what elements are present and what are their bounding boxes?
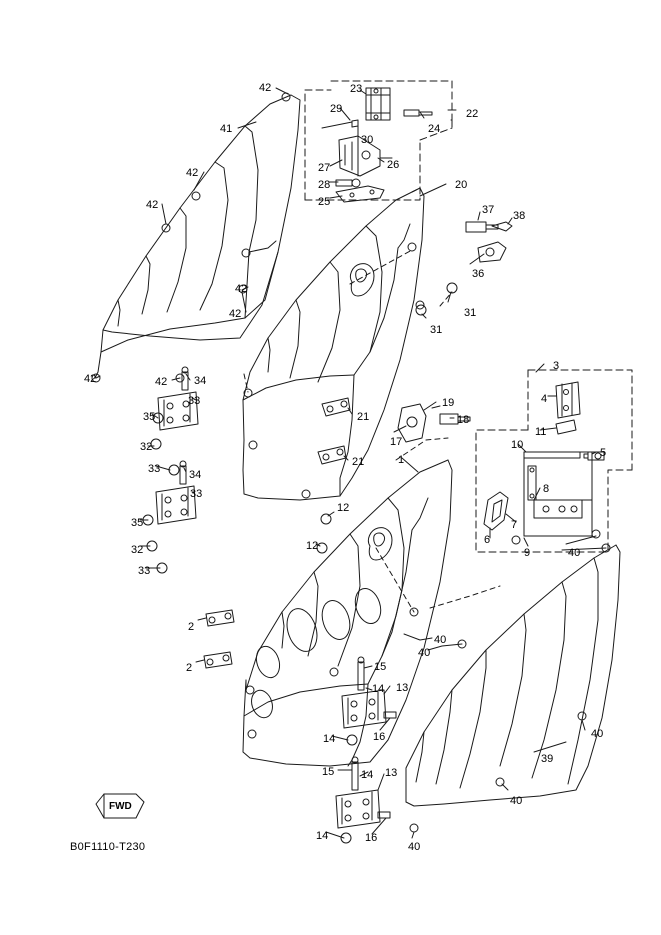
callout-37: 37 (482, 204, 495, 216)
callout-35-b: 35 (131, 517, 144, 529)
callout-12: 12 (337, 502, 350, 514)
callout-15-b: 15 (322, 766, 335, 778)
callout-23: 23 (350, 83, 363, 95)
callout-33-c: 33 (190, 488, 203, 500)
callout-22: 22 (466, 108, 479, 120)
callout-35: 35 (143, 411, 156, 423)
callout-40-c: 40 (418, 647, 431, 659)
callout-16-b: 16 (365, 832, 378, 844)
callout-21-b: 21 (352, 456, 365, 468)
callout-42-e: 42 (229, 308, 242, 320)
callout-39: 39 (541, 753, 554, 765)
callout-27: 27 (318, 162, 331, 174)
callout-19: 19 (442, 397, 455, 409)
callout-42-f: 42 (84, 373, 97, 385)
callout-18: 18 (457, 414, 470, 426)
callout-40-e: 40 (510, 795, 523, 807)
callout-13: 13 (396, 682, 409, 694)
callout-32: 32 (140, 441, 153, 453)
callout-20: 20 (455, 179, 468, 191)
callout-14-c: 14 (361, 769, 374, 781)
callout-1: 1 (398, 454, 405, 466)
callout-21: 21 (357, 411, 370, 423)
callout-42-b: 42 (186, 167, 199, 179)
callout-40-b: 40 (434, 634, 447, 646)
callout-16: 16 (373, 731, 386, 743)
callout-4: 4 (541, 393, 548, 405)
callout-14-b: 14 (323, 733, 336, 745)
callout-32-b: 32 (131, 544, 144, 556)
callout-8: 8 (543, 483, 550, 495)
callout-33-d: 33 (138, 565, 151, 577)
callout-25: 25 (318, 196, 331, 208)
callout-24: 24 (428, 123, 441, 135)
callout-34-b: 34 (189, 469, 202, 481)
callout-2: 2 (188, 621, 195, 633)
callout-31: 31 (464, 307, 477, 319)
callout-42: 42 (259, 82, 272, 94)
callout-33: 33 (188, 395, 201, 407)
callout-28: 28 (318, 179, 331, 191)
callout-14: 14 (372, 683, 385, 695)
callout-2-b: 2 (186, 662, 193, 674)
callout-33-b: 33 (148, 463, 161, 475)
callout-29: 29 (330, 103, 343, 115)
callout-42-g: 42 (155, 376, 168, 388)
callout-42-c: 42 (146, 199, 159, 211)
callout-42-d: 42 (235, 283, 248, 295)
callout-6: 6 (484, 534, 491, 546)
callout-17: 17 (390, 436, 403, 448)
callout-9: 9 (524, 547, 531, 559)
callout-30: 30 (361, 134, 374, 146)
callout-26: 26 (387, 159, 400, 171)
callout-40-d: 40 (591, 728, 604, 740)
callout-3: 3 (553, 360, 560, 372)
callout-41: 41 (220, 123, 233, 135)
callout-34: 34 (194, 375, 207, 387)
callout-5: 5 (600, 447, 607, 459)
callout-36: 36 (472, 268, 485, 280)
callout-12-b: 12 (306, 540, 319, 552)
callout-7: 7 (511, 519, 518, 531)
callout-11: 11 (535, 426, 547, 438)
callout-14-d: 14 (316, 830, 329, 842)
callout-40-f: 40 (408, 841, 421, 853)
fwd-direction-label: FWD (109, 801, 132, 812)
callout-31-b: 31 (430, 324, 443, 336)
callout-13-b: 13 (385, 767, 398, 779)
part-code-label: B0F1110-T230 (70, 841, 146, 853)
callout-10: 10 (511, 439, 524, 451)
callout-40: 40 (568, 547, 581, 559)
callout-15: 15 (374, 661, 387, 673)
callout-38: 38 (513, 210, 526, 222)
